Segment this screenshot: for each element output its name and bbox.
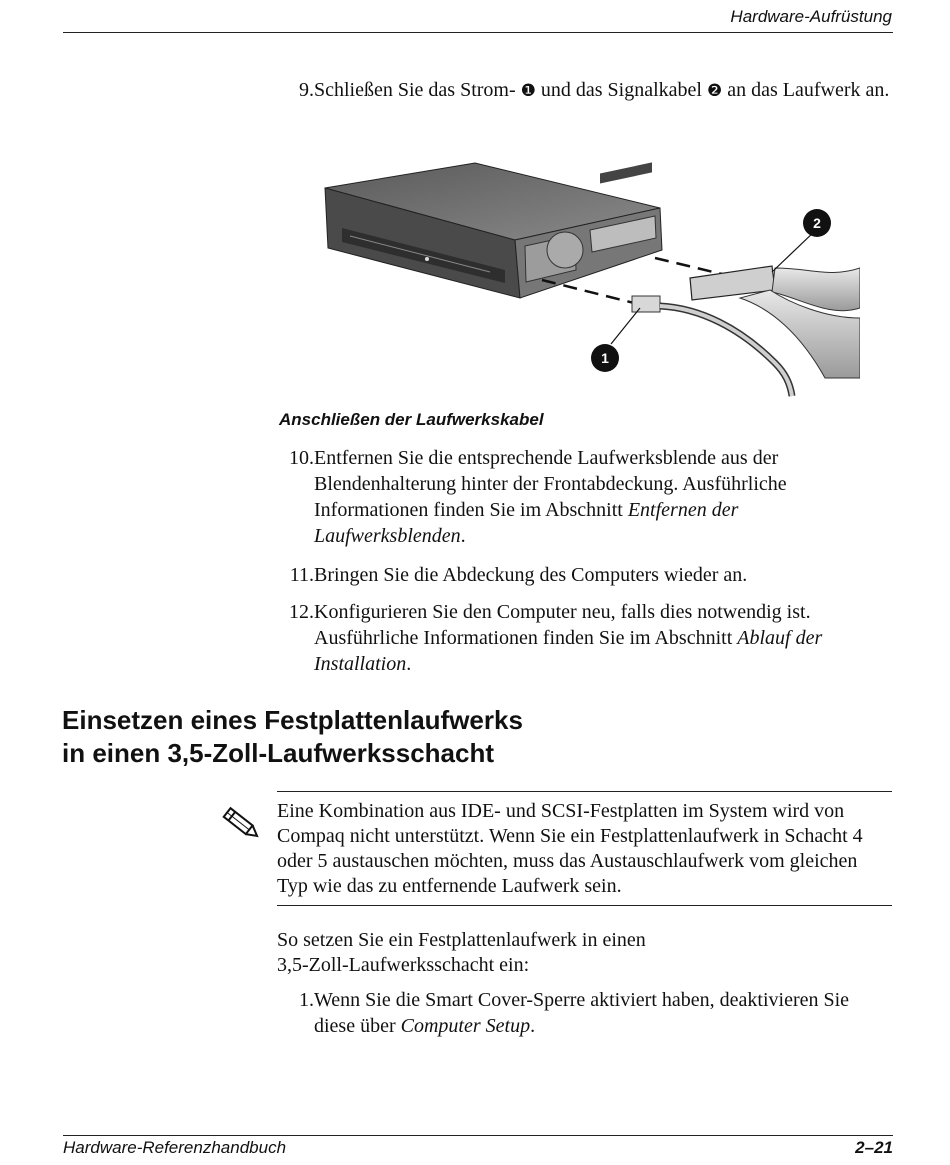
procedure-intro: [277, 928, 877, 978]
step-number: 12.: [289, 601, 314, 623]
step-10: [290, 445, 890, 549]
step-text-part: .: [460, 525, 466, 547]
note-rule-top: [277, 791, 892, 792]
step-number: 10.: [289, 447, 314, 469]
intro-line-1: So setzen Sie ein Festplattenlaufwerk in einen: [277, 929, 646, 951]
step-1: [290, 987, 890, 1039]
callout-marker-1: ❶: [520, 81, 536, 101]
header-rule: [63, 32, 893, 33]
step-number: 1.: [299, 989, 314, 1011]
step-text-part: Konfigurieren Sie den Computer neu, falls dies notwendig ist. Ausführliche Informationen finden Sie im Abschnitt: [314, 601, 811, 649]
drive-cable-illustration: [320, 158, 860, 398]
note-text: Eine Kombination aus IDE- und SCSI-Festplatten im System wird von Compaq nicht unterstützt. Wenn Sie ein Festplattenlaufwerk in Schacht 4 oder 5 austauschen möchten, muss das Austauschlaufwerk vom gleichen Typ wie das zu entfernende Laufwerk sein.: [277, 800, 863, 897]
figure-caption: Anschließen der Laufwerkskabel: [279, 410, 544, 429]
step-text-part: Schließen Sie das Strom-: [314, 79, 521, 101]
pencil-icon: [220, 804, 262, 844]
step-text: Bringen Sie die Abdeckung des Computers wieder an.: [314, 564, 748, 586]
step-number: 9.: [299, 79, 314, 101]
callout-label-1: 1: [601, 350, 609, 366]
cross-reference: Computer Setup: [400, 1015, 531, 1037]
footer-manual-title: Hardware-Referenzhandbuch: [63, 1138, 287, 1157]
running-header: Hardware-Aufrüstung: [730, 7, 892, 26]
step-text-part: .: [530, 1015, 536, 1037]
callout-label-2: 2: [813, 215, 821, 231]
step-text: [314, 987, 890, 1039]
step-text: [314, 77, 890, 104]
step-text-part: .: [406, 653, 412, 675]
step-9: [290, 77, 890, 104]
note-rule-bottom: [277, 905, 892, 906]
step-12: [290, 599, 890, 677]
step-text: [314, 445, 890, 549]
page-number: 2–21: [855, 1138, 893, 1157]
cross-reference: Entfernen der Laufwerksblenden: [314, 499, 739, 547]
step-text-part: und das Signalkabel: [535, 79, 707, 101]
intro-line-2: 3,5-Zoll-Laufwerksschacht ein:: [277, 954, 530, 976]
step-number: 11.: [289, 564, 314, 586]
footer-rule: [63, 1135, 893, 1136]
callout-marker-2: ❷: [706, 81, 723, 101]
section-heading-line-1: Einsetzen eines Festplattenlaufwerks: [62, 705, 523, 735]
step-text-part: an das Laufwerk an.: [722, 79, 890, 101]
section-heading-line-2: in einen 3,5-Zoll-Laufwerksschacht: [62, 738, 494, 768]
section-heading: [62, 704, 762, 770]
cross-reference: Ablauf der Installation: [314, 627, 823, 675]
step-text: [314, 599, 890, 677]
step-text-part: Wenn Sie die Smart Cover-Sperre aktiviert haben, deaktivieren Sie diese über: [314, 989, 850, 1037]
step-text-part: Entfernen Sie die entsprechende Laufwerksblende aus der Blendenhalterung hinter der Frontabdeckung. Ausführliche Informationen finden Sie im Abschnitt: [314, 447, 787, 521]
step-11: [290, 562, 890, 588]
